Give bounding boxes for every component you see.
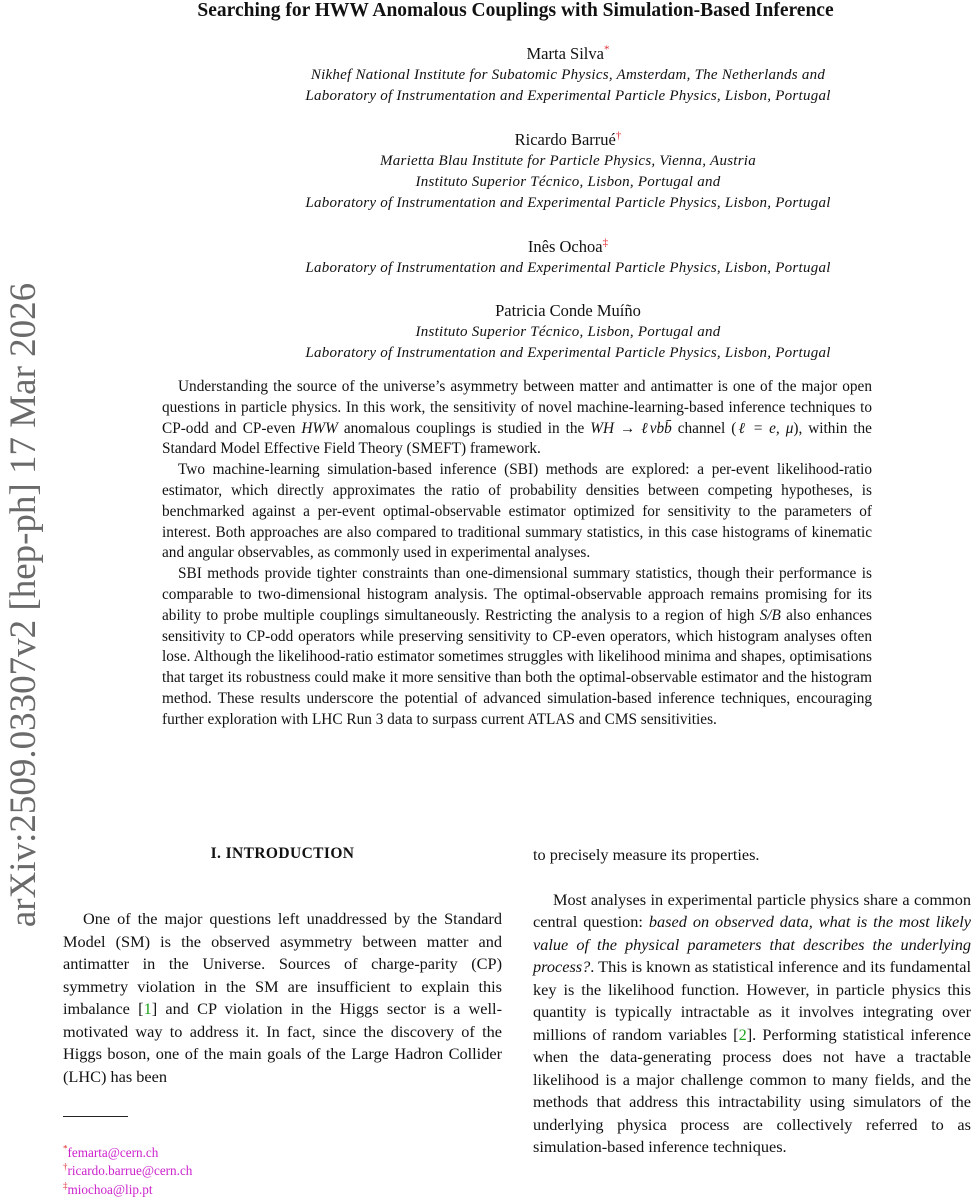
abstract-paragraph-2: Two machine-learning simulation-based inference (SBI) methods are explored: a per-event likelihood-ratio estimator, which directly approximates the ratio of probability densities between competing hypotheses, is benchmarked against a per-event optimal-observable estimator optimized for sensitivity to the parameters of interest. Both approaches are also compared to traditional summary statistics, in this case histograms of kinematic and angular observables, as commonly used in experimental analyses. [162, 461, 872, 562]
footnote-item: †ricardo.barrue@cern.ch [63, 1162, 193, 1179]
affiliation-line: Instituto Superior Técnico, Lisbon, Portugal and [415, 324, 721, 340]
intro-paragraph-2: Most analyses in experimental particle physics share a common central question: based on observed data, what is the most likely value of the physical parameters that describes the underlying process?. This is known as statistical inference and its fundamental key is the likelihood function. However, in particle physics this quantity is typically intractable as it involves integrating over millions of random variables [2]. Performing statistical inference when the data-generating process does not have a tractable likelihood is a major challenge common to many fields, and the methods that address this intractability using simulators of the underlying physica process are collectively referred to as simulation-based inference techniques. [533, 889, 971, 1156]
footnote-mark[interactable]: ‡ [602, 236, 609, 249]
affiliation-line: Laboratory of Instrumentation and Experimental Particle Physics, Lisbon, Portugal [305, 260, 831, 276]
footnote-mark[interactable]: † [615, 129, 622, 142]
intro-left-column [63, 908, 502, 1088]
affiliation-line: Instituto Superior Técnico, Lisbon, Portugal and [415, 174, 721, 190]
abstract-paragraph-1: Understanding the source of the universe’s asymmetry between matter and antimatter is one of the major open questions in particle physics. In this work, the sensitivity of novel machine-learning-based inference techniques to CP-odd and CP-even HWW anomalous couplings is studied in the WH → ℓνbb̄ channel (ℓ = e, μ), within the Standard Model Effective Field Theory (SMEFT) framework. [162, 378, 872, 458]
footnote-item: *femarta@cern.ch [63, 1143, 159, 1160]
arxiv-identifier-stamp[interactable]: arXiv:2509.03307v2 [hep-ph] 17 Mar 2026 [3, 282, 44, 928]
affiliation-line: Nikhef National Institute for Subatomic Physics, Amsterdam, The Netherlands and [310, 67, 826, 83]
abstract [162, 377, 872, 731]
footnote-mark[interactable]: * [603, 43, 610, 56]
footnote-item: ‡miochoa@lip.pt [63, 1180, 153, 1197]
email-link[interactable]: femarta@cern.ch [67, 1145, 159, 1160]
affiliation-line: Laboratory of Instrumentation and Experimental Particle Physics, Lisbon, Portugal [305, 195, 831, 211]
footnote-rule [63, 1116, 128, 1117]
footnotes [63, 1144, 192, 1199]
email-link[interactable]: ricardo.barrue@cern.ch [67, 1163, 193, 1179]
citation-link[interactable]: 2 [738, 1024, 747, 1044]
affiliation-line: Laboratory of Instrumentation and Experimental Particle Physics, Lisbon, Portugal [305, 88, 831, 104]
author-name: Inês Ochoa‡ [527, 236, 609, 256]
section-heading-introduction: I. INTRODUCTION [210, 845, 355, 862]
paper-title: Searching for HWW Anomalous Couplings with Simulation-Based Inference [197, 0, 834, 21]
intro-right-column [533, 844, 971, 1159]
author-block-3 [155, 236, 971, 279]
author-block-4 [155, 300, 971, 364]
intro-paragraph-continuation: to precisely measure its properties. [533, 845, 760, 864]
author-name: Marta Silva* [526, 43, 610, 63]
affiliation-line: Laboratory of Instrumentation and Experimental Particle Physics, Lisbon, Portugal [305, 345, 831, 361]
affiliation-line: Marietta Blau Institute for Particle Physics, Vienna, Austria [380, 153, 756, 169]
author-name: Ricardo Barrué† [514, 129, 622, 149]
author-name: Patricia Conde Muíño [495, 301, 641, 320]
intro-paragraph-1: One of the major questions left unaddressed by the Standard Model (SM) is the observed asymmetry between matter and antimatter in the Universe. Sources of charge-parity (CP) symmetry violation in the SM are insufficient to explain this imbalance [1] and CP violation in the Higgs sector is a well-motivated way to address it. In fact, since the discovery of the Higgs boson, one of the main goals of the Large Hadron Collider (LHC) has been [63, 909, 502, 1086]
citation-link[interactable]: 1 [143, 999, 152, 1018]
author-block-1 [155, 43, 971, 107]
email-link[interactable]: miochoa@lip.pt [67, 1181, 153, 1197]
author-block-2 [155, 129, 971, 214]
abstract-paragraph-3: SBI methods provide tighter constraints than one-dimensional summary statistics, though their performance is comparable to two-dimensional histogram analysis. The optimal-observable approach remains promising for its ability to probe multiple couplings simultaneously. Restricting the analysis to a region of high S/B also enhances sensitivity to CP-odd operators while preserving sensitivity to CP-even operators, which histogram analyses often lose. Although the likelihood-ratio estimator sometimes struggles with likelihood minima and shapes, optimisations that target its robustness could make it more sensitive than both the optimal-observable estimator and the histogram method. These results underscore the potential of advanced simulation-based inference techniques, encouraging further exploration with LHC Run 3 data to surpass current ATLAS and CMS sensitivities. [162, 565, 872, 728]
